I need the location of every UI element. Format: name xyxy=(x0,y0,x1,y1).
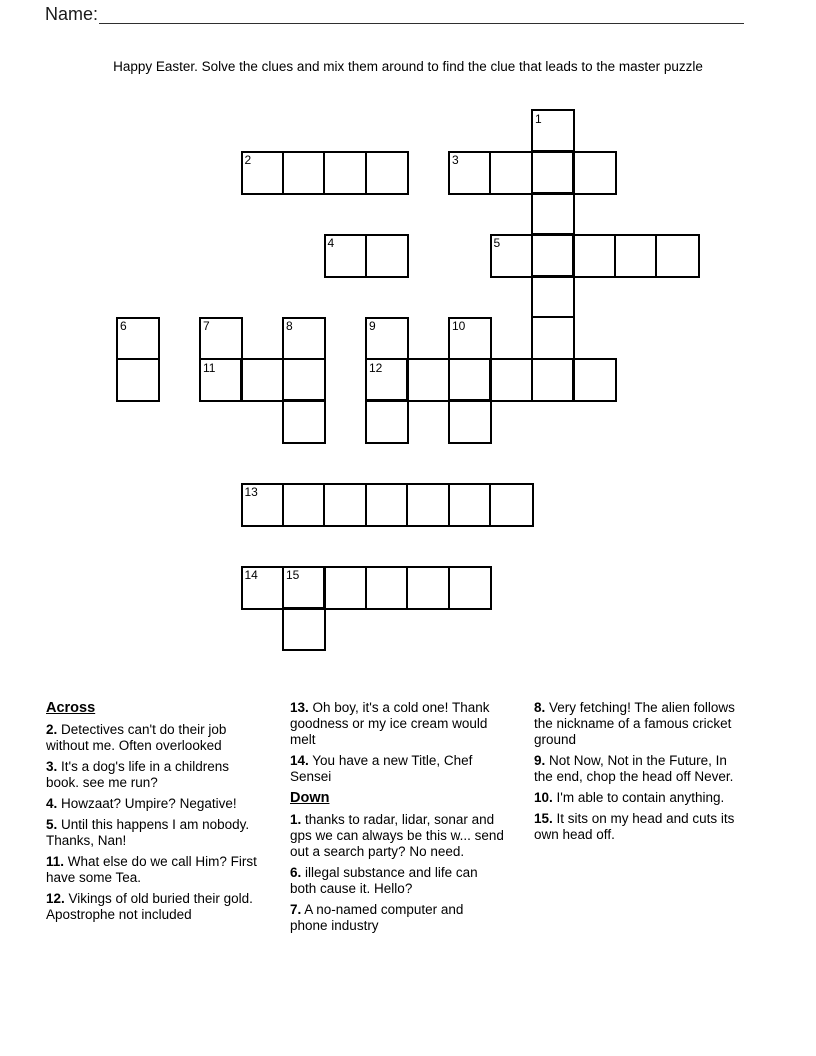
clue-number: 14. xyxy=(290,753,309,768)
clue-3 xyxy=(46,759,260,791)
word-outline-3-across xyxy=(448,151,617,195)
cell-divider xyxy=(406,568,408,608)
clue-8 xyxy=(534,700,748,748)
cell-number: 6 xyxy=(120,319,127,333)
clue-column xyxy=(46,700,260,939)
cell-divider xyxy=(406,360,408,400)
cell-number: 15 xyxy=(286,568,300,582)
clue-15 xyxy=(534,811,748,843)
word-outline-4-across xyxy=(324,234,410,278)
cell-divider xyxy=(489,360,491,400)
clue-text: A no-named computer and phone industry xyxy=(290,902,464,933)
clue-text: It's a dog's life in a childrens book. see me run? xyxy=(46,759,230,790)
cell-divider xyxy=(282,153,284,193)
cell-divider xyxy=(240,360,242,400)
clue-number: 11. xyxy=(46,854,65,869)
cell-divider xyxy=(365,485,367,525)
cell-divider xyxy=(489,153,491,193)
clue-2 xyxy=(46,722,260,754)
clue-1 xyxy=(290,812,504,860)
cell-number: 8 xyxy=(286,319,293,333)
word-outline-5-across xyxy=(490,234,700,278)
clue-number: 13. xyxy=(290,700,309,715)
cell-divider xyxy=(282,360,284,400)
word-outline-12-across xyxy=(365,358,617,402)
clue-number: 2. xyxy=(46,722,58,737)
cell-divider xyxy=(365,153,367,193)
clue-number: 5. xyxy=(46,817,58,832)
cell-divider xyxy=(572,360,574,400)
clue-10 xyxy=(534,790,748,806)
clue-text: thanks to radar, lidar, sonar and gps we can always be this w... send out a search party? No need. xyxy=(290,812,504,859)
cell-divider xyxy=(282,485,284,525)
clue-text: Vikings of old buried their gold. Apostrophe not included xyxy=(46,891,253,922)
clue-5 xyxy=(46,817,260,849)
cell-number: 11 xyxy=(203,360,216,375)
cell-number: 4 xyxy=(327,236,335,250)
clue-13 xyxy=(290,700,504,748)
clue-text: You have a new Title, Chef Sensei xyxy=(290,753,473,784)
clue-text: It sits on my head and cuts its own head off. xyxy=(534,811,735,842)
word-outline-2-across xyxy=(241,151,410,195)
cell-number: 2 xyxy=(244,153,252,167)
cell-number: 14 xyxy=(244,568,258,582)
cell-divider xyxy=(323,485,325,525)
word-outline-13-across xyxy=(241,483,534,527)
clue-number: 7. xyxy=(290,902,302,917)
cell-divider xyxy=(533,316,573,318)
clue-number: 10. xyxy=(534,790,553,805)
down-heading: Down xyxy=(290,790,330,806)
across-heading: Across xyxy=(46,700,96,716)
cell-divider xyxy=(448,485,450,525)
clue-text: Very fetching! The alien follows the nickname of a famous cricket ground xyxy=(534,700,735,747)
name-label: Name: xyxy=(45,4,99,24)
clue-number: 1. xyxy=(290,812,302,827)
clue-column xyxy=(290,700,504,939)
cell-divider xyxy=(572,153,574,193)
cell-divider xyxy=(365,568,367,608)
cell-divider xyxy=(614,236,616,276)
clue-6 xyxy=(290,865,504,897)
cell-divider xyxy=(572,236,574,276)
word-outline-11-across xyxy=(199,358,326,402)
cell-number: 9 xyxy=(369,319,376,333)
clue-text: Detectives can't do their job without me. Often overlooked xyxy=(46,722,227,753)
word-outline-14-across xyxy=(241,566,493,610)
cell-divider xyxy=(531,360,533,400)
clue-text: Until this happens I am nobody. Thanks, Nan! xyxy=(46,817,250,848)
cell-number: 12 xyxy=(369,360,383,375)
cell-number: 13 xyxy=(244,485,258,499)
cell-number: 1 xyxy=(535,111,542,126)
clue-text: Not Now, Not in the Future, In the end, chop the head off Never. xyxy=(534,753,734,784)
clue-7 xyxy=(290,902,504,934)
clue-number: 4. xyxy=(46,796,58,811)
clue-9 xyxy=(534,753,748,785)
cell-divider xyxy=(531,153,533,193)
cell-divider xyxy=(655,236,657,276)
cell-divider xyxy=(531,236,533,276)
clue-text: Howzaat? Umpire? Negative! xyxy=(57,796,237,811)
cell-divider xyxy=(118,358,158,360)
clue-number: 15. xyxy=(534,811,553,826)
clue-number: 9. xyxy=(534,753,546,768)
cell-divider xyxy=(489,485,491,525)
puzzle-instructions: Happy Easter. Solve the clues and mix them around to find the clue that leads to the master puzzle xyxy=(113,59,703,74)
clue-12 xyxy=(46,891,260,923)
cell-divider xyxy=(406,485,408,525)
clue-11 xyxy=(46,854,260,886)
cell-number: 5 xyxy=(493,236,501,250)
clue-column xyxy=(534,700,748,939)
clue-text: I'm able to contain anything. xyxy=(552,790,725,805)
clue-14 xyxy=(290,753,504,785)
clue-text: Oh boy, it's a cold one! Thank goodness or my ice cream would melt xyxy=(290,700,490,747)
clue-number: 6. xyxy=(290,865,302,880)
clue-list xyxy=(46,700,748,939)
cell-number: 7 xyxy=(203,319,210,333)
cell-divider xyxy=(448,568,450,608)
cell-number: 3 xyxy=(452,153,459,167)
cell-divider xyxy=(448,360,450,400)
clue-text: illegal substance and life can both cause it. Hello? xyxy=(290,865,478,896)
clue-number: 12. xyxy=(46,891,65,906)
clue-number: 3. xyxy=(46,759,58,774)
clue-number: 8. xyxy=(534,700,546,715)
cell-number: 10 xyxy=(452,319,466,333)
cell-divider xyxy=(323,153,325,193)
clue-4 xyxy=(46,796,260,812)
cell-divider xyxy=(365,236,367,276)
cell-divider xyxy=(284,607,324,609)
clue-text: What else do we call Him? First have some Tea. xyxy=(46,854,257,885)
